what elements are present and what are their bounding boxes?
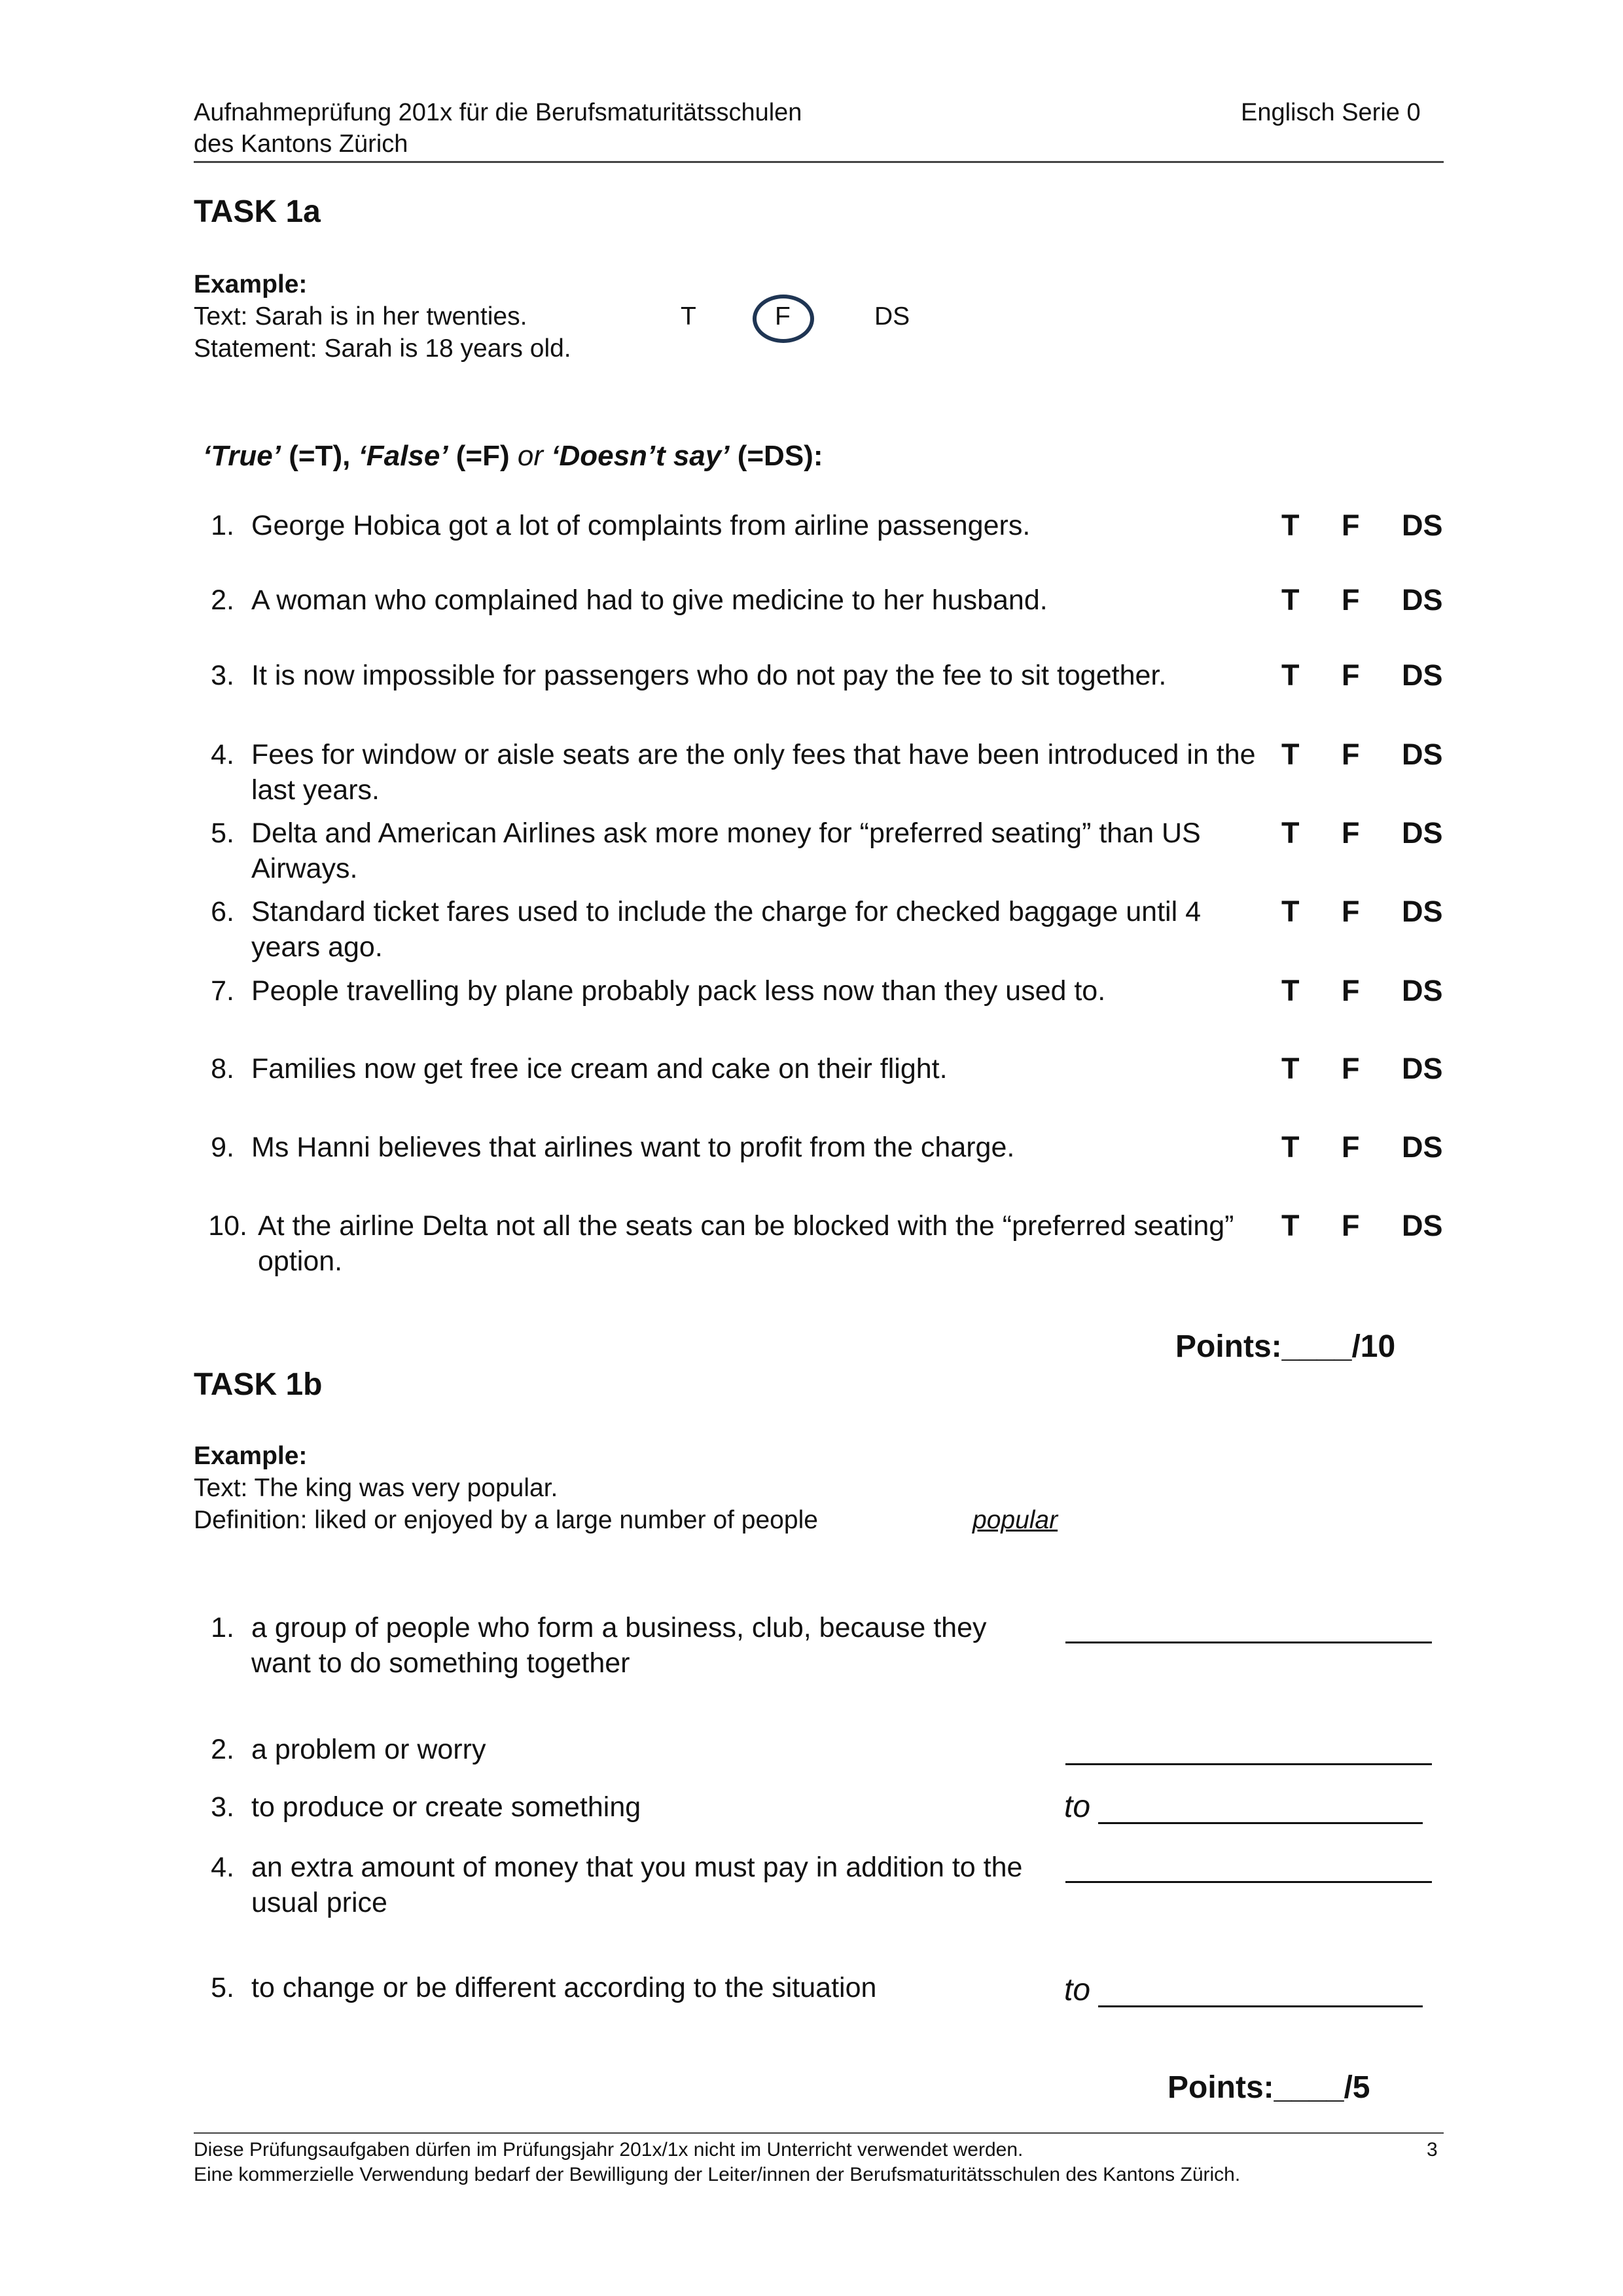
option-t[interactable]: T bbox=[1281, 895, 1300, 928]
question-row: 5. Delta and American Airlines ask more money for “preferred seating” than US Airways. T F DS bbox=[211, 816, 1443, 884]
example-answer-circle bbox=[753, 295, 814, 343]
footer-line2: Eine kommerzielle Verwendung bedarf der Bewilligung der Leiter/innen der Berufsmaturitätsschulen des Kantons Zürich. bbox=[194, 2164, 1241, 2185]
task-1b-example-answer: popular bbox=[972, 1506, 1058, 1534]
task-1b-example-label: Example: bbox=[194, 1442, 308, 1470]
option-t[interactable]: T bbox=[1281, 1052, 1300, 1085]
option-ds[interactable]: DS bbox=[1402, 1130, 1443, 1164]
option-ds[interactable]: DS bbox=[1402, 738, 1443, 771]
question-row: 8. Families now get free ice cream and cake on their flight. T F DS bbox=[211, 1052, 1443, 1085]
definition-row: 3. to produce or create something to bbox=[0, 1789, 1623, 1829]
option-f[interactable]: F bbox=[1342, 1209, 1360, 1242]
option-ds[interactable]: DS bbox=[1402, 583, 1443, 617]
option-t[interactable]: T bbox=[1281, 1130, 1300, 1164]
option-t[interactable]: T bbox=[1281, 1209, 1300, 1242]
task-1a-instruction: ‘True’ (=T), ‘False’ (=F) or ‘Doesn’t say’ (=DS): bbox=[203, 440, 823, 472]
option-ds[interactable]: DS bbox=[1402, 1209, 1443, 1242]
question-row: 6. Standard ticket fares used to include the charge for checked baggage until 4 years ago. T F DS bbox=[211, 895, 1443, 963]
option-t[interactable]: T bbox=[1281, 658, 1300, 692]
option-f[interactable]: F bbox=[1342, 816, 1360, 850]
to-prefix: to bbox=[1064, 1789, 1091, 1824]
example-option-t: T bbox=[681, 302, 696, 331]
to-prefix: to bbox=[1064, 1973, 1091, 2007]
option-t[interactable]: T bbox=[1281, 816, 1300, 850]
question-row: 7. People travelling by plane probably pack less now than they used to. T F DS bbox=[211, 974, 1443, 1007]
option-f[interactable]: F bbox=[1342, 738, 1360, 771]
task-1b-title: TASK 1b bbox=[194, 1367, 323, 1402]
task-1a-example-statement: Statement: Sarah is 18 years old. bbox=[194, 334, 571, 363]
option-ds[interactable]: DS bbox=[1402, 974, 1443, 1007]
definition-row: 2. a problem or worry bbox=[0, 1732, 1623, 1771]
answer-blank[interactable] bbox=[1065, 1763, 1432, 1765]
definition-row: 1. a group of people who form a business, club, because they want to do something together bbox=[0, 1610, 1623, 1682]
example-option-f: F bbox=[775, 302, 791, 331]
header-rule bbox=[194, 161, 1444, 163]
example-option-ds: DS bbox=[874, 302, 910, 331]
header-series: Englisch Serie 0 bbox=[1241, 99, 1421, 126]
task-1b-example-definition: Definition: liked or enjoyed by a large number of people bbox=[194, 1506, 818, 1534]
task-1a-points: Points:____/10 bbox=[1175, 1329, 1396, 1364]
option-f[interactable]: F bbox=[1342, 1052, 1360, 1085]
option-f[interactable]: F bbox=[1342, 658, 1360, 692]
answer-blank[interactable] bbox=[1098, 2005, 1423, 2007]
task-1b-example-text: Text: The king was very popular. bbox=[194, 1474, 558, 1502]
answer-blank[interactable] bbox=[1065, 1641, 1432, 1643]
question-row: 1. George Hobica got a lot of complaints from airline passengers. T F DS bbox=[211, 509, 1443, 542]
question-row: 3. It is now impossible for passengers who do not pay the fee to sit together. T F DS bbox=[211, 658, 1443, 692]
question-row: 10. At the airline Delta not all the seats can be blocked with the “preferred seating” option. T F DS bbox=[208, 1209, 1443, 1277]
option-t[interactable]: T bbox=[1281, 509, 1300, 542]
option-f[interactable]: F bbox=[1342, 509, 1360, 542]
question-row: 2. A woman who complained had to give medicine to her husband. T F DS bbox=[211, 583, 1443, 617]
option-t[interactable]: T bbox=[1281, 583, 1300, 617]
option-f[interactable]: F bbox=[1342, 895, 1360, 928]
definition-row: 5. to change or be different according to the situation to bbox=[0, 1970, 1623, 2009]
option-ds[interactable]: DS bbox=[1402, 1052, 1443, 1085]
option-ds[interactable]: DS bbox=[1402, 509, 1443, 542]
option-ds[interactable]: DS bbox=[1402, 658, 1443, 692]
header-title-line2: des Kantons Zürich bbox=[194, 130, 408, 158]
task-1a-example-text: Text: Sarah is in her twenties. bbox=[194, 302, 527, 331]
option-ds[interactable]: DS bbox=[1402, 895, 1443, 928]
option-t[interactable]: T bbox=[1281, 974, 1300, 1007]
option-t[interactable]: T bbox=[1281, 738, 1300, 771]
question-row: 4. Fees for window or aisle seats are the only fees that have been introduced in the last years. T F DS bbox=[211, 738, 1443, 806]
option-ds[interactable]: DS bbox=[1402, 816, 1443, 850]
answer-blank[interactable] bbox=[1098, 1822, 1423, 1824]
option-f[interactable]: F bbox=[1342, 974, 1360, 1007]
option-f[interactable]: F bbox=[1342, 583, 1360, 617]
page-number: 3 bbox=[1427, 2139, 1438, 2161]
task-1a-title: TASK 1a bbox=[194, 194, 321, 229]
option-f[interactable]: F bbox=[1342, 1130, 1360, 1164]
answer-blank[interactable] bbox=[1065, 1881, 1432, 1883]
question-row: 9. Ms Hanni believes that airlines want to profit from the charge. T F DS bbox=[211, 1130, 1443, 1164]
definition-row: 4. an extra amount of money that you must pay in addition to the usual price bbox=[0, 1850, 1623, 1922]
footer-rule bbox=[194, 2132, 1444, 2134]
footer-line1: Diese Prüfungsaufgaben dürfen im Prüfungsjahr 201x/1x nicht im Unterricht verwendet werden. bbox=[194, 2139, 1024, 2161]
task-1b-points: Points:____/5 bbox=[1168, 2070, 1370, 2105]
header-title-line1: Aufnahmeprüfung 201x für die Berufsmaturitätsschulen bbox=[194, 99, 802, 126]
task-1a-example-label: Example: bbox=[194, 270, 308, 298]
